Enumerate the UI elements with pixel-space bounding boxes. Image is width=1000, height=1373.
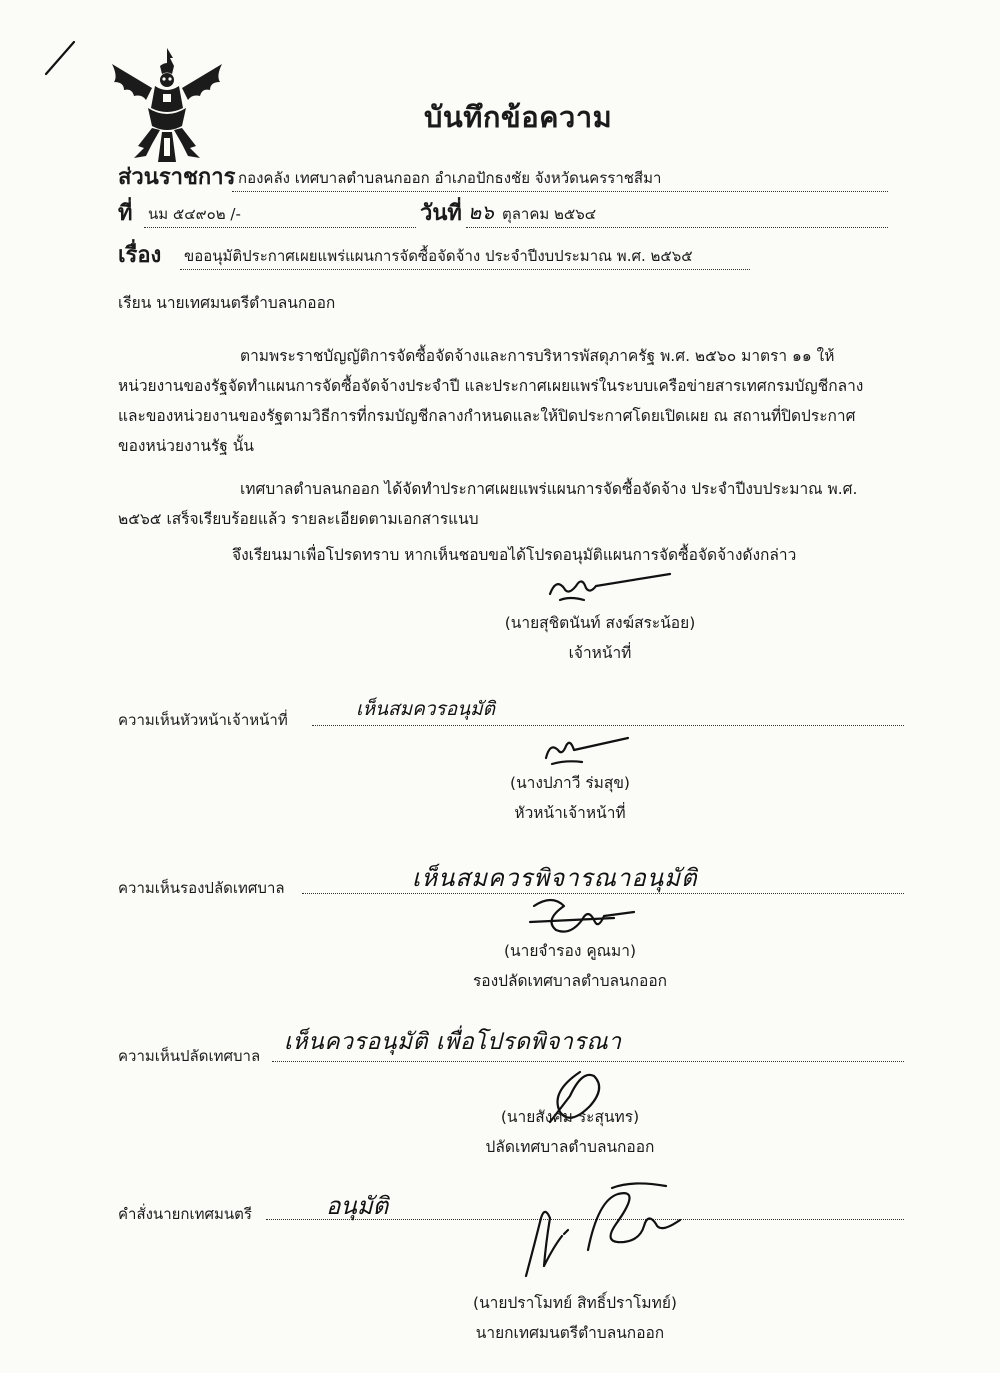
deputy-name: (นายจำรอง คูณมา)	[503, 942, 637, 960]
subject-dotline	[180, 269, 750, 270]
corner-tick-mark	[40, 38, 80, 78]
deputy-position: รองปลัดเทศบาลตำบลนกออก	[472, 972, 668, 990]
date-day-handwritten: ๒๖	[468, 200, 494, 224]
paragraph-3-line-1: จึงเรียนมาเพื่อโปรดทราบ หากเห็นชอบขอได้โปรดอนุมัติแผนการจัดซื้อจัดจ้างดังกล่าว	[232, 546, 797, 564]
head-opinion-label: ความเห็นหัวหน้าเจ้าหน้าที่	[118, 711, 288, 729]
head-officer-signature	[538, 734, 638, 770]
date-month-year: ตุลาคม ๒๕๖๔	[502, 205, 597, 223]
head-officer-position: หัวหน้าเจ้าหน้าที่	[514, 804, 626, 822]
reference-label: ที่	[118, 201, 133, 226]
officer-name: (นายสุชิตนันท์ สงฆ์สระน้อย)	[504, 614, 696, 632]
subject-value: ขออนุมัติประกาศเผยแพร่แผนการจัดซื้อจัดจ้าง ประจำปีงบประมาณ พ.ศ. ๒๕๖๕	[184, 247, 693, 265]
clerk-opinion-handwritten: เห็นควรอนุมัติ เพื่อโปรดพิจารณา	[284, 1029, 622, 1055]
reference-dotline	[144, 227, 416, 228]
mayor-order-label: คำสั่งนายกเทศมนตรี	[118, 1205, 252, 1223]
deputy-opinion-label: ความเห็นรองปลัดเทศบาล	[118, 879, 285, 897]
paragraph-1-line-1: ตามพระราชบัญญัติการจัดซื้อจัดจ้างและการบริหารพัสดุภาครัฐ พ.ศ. ๒๕๖๐ มาตรา ๑๑ ให้	[240, 347, 835, 365]
clerk-opinion-dotline	[272, 1061, 904, 1062]
officer-signature	[540, 568, 680, 608]
mayor-signature	[508, 1180, 688, 1290]
subject-label: เรื่อง	[118, 243, 162, 268]
clerk-opinion-label: ความเห็นปลัดเทศบาล	[118, 1047, 261, 1065]
date-label: วันที่	[420, 201, 462, 226]
mayor-order-handwritten: อนุมัติ	[326, 1192, 389, 1220]
paragraph-1-line-3: และของหน่วยงานของรัฐตามวิธีการที่กรมบัญชีกลางกำหนดและให้ปิดประกาศโดยเปิดเผย ณ สถานที่ปิดประกาศ	[118, 407, 856, 425]
agency-dotline	[232, 191, 888, 192]
head-opinion-dotline	[312, 725, 904, 726]
mayor-position: นายกเทศมนตรีตำบลนกออก	[475, 1324, 665, 1342]
salutation: เรียน นายเทศมนตรีตำบลนกออก	[118, 294, 336, 312]
agency-row	[118, 165, 888, 198]
memo-title: บันทึกข้อความ	[424, 100, 613, 134]
paragraph-2-line-1: เทศบาลตำบลนกออก ได้จัดทำประกาศเผยแพร่แผนการจัดซื้อจัดจ้าง ประจำปีงบประมาณ พ.ศ.	[240, 480, 858, 498]
paragraph-1-line-2: หน่วยงานของรัฐจัดทำแผนการจัดซื้อจัดจ้างประจำปี และประกาศเผยแพร่ในระบบเครือข่ายสารเทศกรมบัญชีกลาง	[118, 377, 864, 395]
paragraph-1-line-4: ของหน่วยงานรัฐ นั้น	[118, 437, 254, 455]
reference-number: นม ๕๔๙๐๒ /-	[148, 205, 241, 223]
subject-row	[118, 243, 888, 276]
mayor-name: (นายปราโมทย์ สิทธิ์ปราโมทย์)	[473, 1294, 677, 1312]
reference-row	[118, 200, 888, 234]
clerk-name: (นายสังคม ระสุนทร)	[500, 1108, 640, 1126]
clerk-position: ปลัดเทศบาลตำบลนกออก	[485, 1138, 655, 1156]
head-opinion-handwritten: เห็นสมควรอนุมัติ	[356, 698, 495, 720]
garuda-emblem-icon	[108, 44, 226, 168]
date-dotline	[466, 227, 888, 228]
officer-position: เจ้าหน้าที่	[568, 644, 632, 662]
head-officer-name: (นางปภาวี ร่มสุข)	[510, 774, 630, 792]
agency-label: ส่วนราชการ	[118, 165, 236, 190]
deputy-opinion-handwritten: เห็นสมควรพิจารณาอนุมัติ	[412, 864, 698, 892]
agency-value: กองคลัง เทศบาลตำบลนกออก อำเภอปักธงชัย จังหวัดนครราชสีมา	[238, 169, 662, 187]
deputy-signature	[524, 892, 644, 938]
paragraph-2-line-2: ๒๕๖๕ เสร็จเรียบร้อยแล้ว รายละเอียดตามเอกสารแนบ	[118, 510, 479, 528]
